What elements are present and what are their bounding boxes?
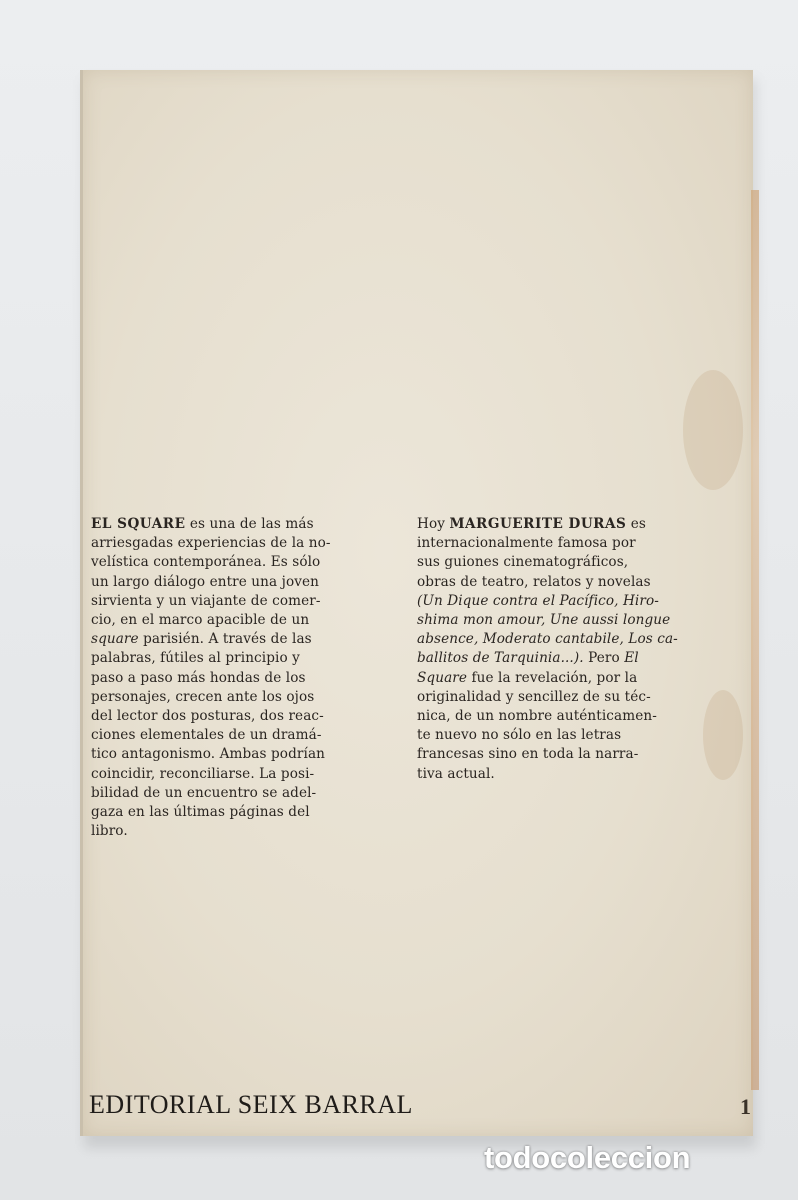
paper-stain — [703, 690, 743, 780]
text-line: tico antagonismo. Ambas podrían — [91, 746, 326, 763]
text-line: ciones elementales de un dramá- — [91, 727, 322, 744]
text-line: cio, en el marco apacible de un — [91, 612, 310, 629]
author-column — [417, 515, 707, 784]
paper-stain — [683, 370, 743, 490]
text-line: del lector dos posturas, dos reac- — [91, 708, 324, 725]
text-line: gaza en las últimas páginas del — [91, 804, 310, 821]
text-line: absence, Moderato cantabile, Los ca- — [417, 631, 678, 648]
page-edge — [751, 190, 759, 1090]
text-line: (Un Dique contra el Pacífico, Hiro- — [417, 592, 659, 609]
text-line: bilidad de un encuentro se adel- — [91, 784, 317, 801]
text-line: Square fue la revelación, por la — [417, 669, 638, 686]
text-line: sirvienta y un viajante de comer- — [91, 592, 321, 609]
text-line: libro. — [91, 823, 128, 840]
text-line: paso a paso más hondas de los — [91, 669, 306, 686]
text-line: arriesgadas experiencias de la no- — [91, 535, 331, 552]
text-line: te nuevo no sólo en las letras — [417, 727, 622, 744]
text-line: palabras, fútiles al principio y — [91, 650, 300, 667]
publisher-imprint: EDITORIAL SEIX BARRAL — [89, 1090, 413, 1119]
volume-mark: 1 — [740, 1094, 751, 1119]
text-line: personajes, crecen ante los ojos — [91, 688, 315, 705]
text-line: velística contemporánea. Es sólo — [91, 554, 321, 571]
text-line: EL SQUARE es una de las más — [91, 516, 314, 532]
text-line: coincidir, reconciliarse. La posi- — [91, 765, 315, 782]
text-line: obras de teatro, relatos y novelas — [417, 573, 651, 590]
book-back-cover — [80, 70, 753, 1136]
text-line: un largo diálogo entre una joven — [91, 573, 320, 590]
text-line: tiva actual. — [417, 765, 495, 782]
text-line: internacionalmente famosa por — [417, 535, 636, 552]
text-line: Hoy MARGUERITE DURAS es — [417, 516, 646, 532]
site-watermark: todocoleccion — [484, 1140, 691, 1175]
text-line: ballitos de Tarquinia...). Pero El — [417, 650, 639, 667]
text-line: nica, de un nombre auténticamen- — [417, 708, 657, 725]
text-line: sus guiones cinematográficos, — [417, 554, 629, 571]
text-line: shima mon amour, Une aussi longue — [417, 612, 671, 629]
synopsis-column — [91, 515, 381, 841]
text-line: square parisién. A través de las — [91, 631, 312, 648]
text-line: originalidad y sencillez de su téc- — [417, 688, 651, 705]
text-line: francesas sino en toda la narra- — [417, 746, 639, 763]
